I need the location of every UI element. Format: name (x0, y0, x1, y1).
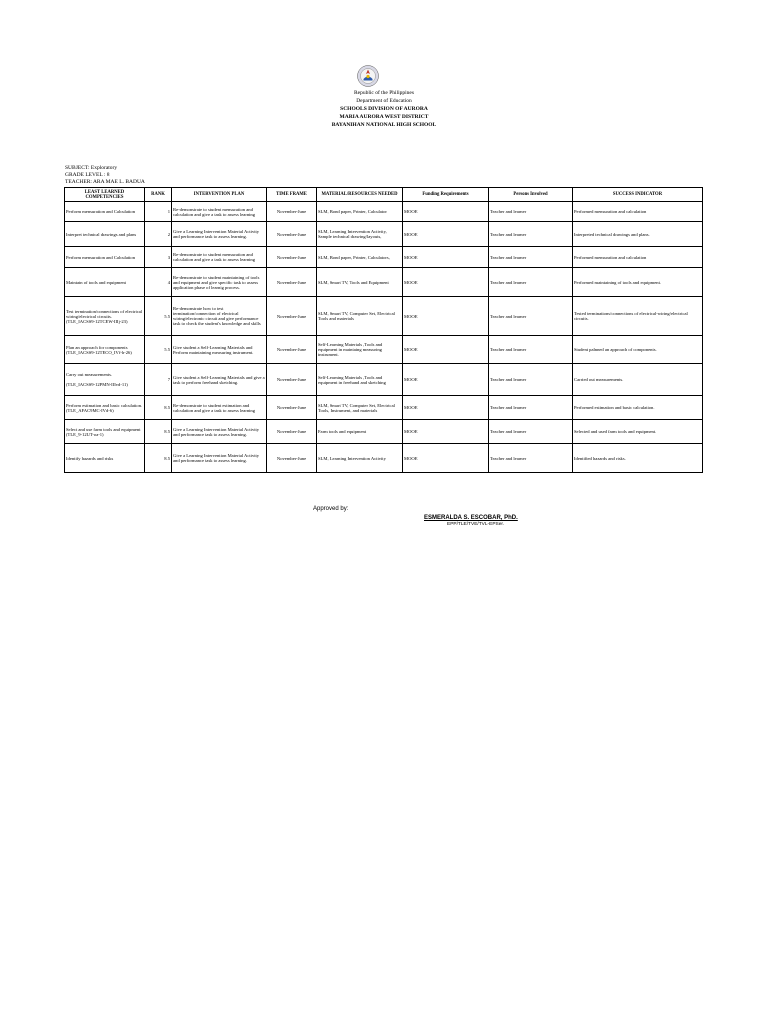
success-indicator-cell: Identified hazards and risks. (573, 444, 703, 473)
rank-cell: 5.5 (145, 297, 172, 336)
materials-cell: Self-Learning Materials ,Tools and equipment in maintaing measuring instrument. (317, 336, 403, 364)
header-district: MARIA AURORA WEST DISTRICT (339, 114, 429, 120)
document-meta (65, 165, 145, 186)
time-frame-cell: November-June (267, 202, 317, 222)
col-header-rank: RANK (145, 188, 172, 202)
funding-cell: MOOE (403, 202, 489, 222)
intervention-plan-cell: Give student a Self-Learning Materials and Perform maintaining measuring instrument. (172, 336, 267, 364)
table-row (65, 420, 703, 444)
rank-cell: 8.5 (145, 420, 172, 444)
success-indicator-cell: Performed maintaining of tools and equipment. (573, 268, 703, 297)
success-indicator-cell: Student palnned an approach of components. (573, 336, 703, 364)
col-header-intervention-plan: INTERVENTION PLAN (172, 188, 267, 202)
persons-involved-cell: Teacher and learner (489, 247, 573, 268)
funding-cell: MOOE (403, 247, 489, 268)
time-frame-cell: November-June (267, 444, 317, 473)
table-row (65, 247, 703, 268)
table-row (65, 444, 703, 473)
intervention-plan-cell: Re-demonstrate to student mensuration and calculation and give a task to assess learning (172, 202, 267, 222)
competency-cell: Identify hazards and risks (65, 444, 145, 473)
persons-involved-cell: Teacher and learner (489, 202, 573, 222)
table-row (65, 222, 703, 247)
table-row (65, 297, 703, 336)
approver-name: ESMERALDA S. ESCOBAR, PhD. (424, 515, 518, 521)
time-frame-cell: November-June (267, 396, 317, 420)
competency-cell: Maintain of tools and equipment (65, 268, 145, 297)
success-indicator-cell: Performed mensuration and calculation (573, 202, 703, 222)
materials-cell: SLM, Learning Intervention Activity, Sample technical drawing/layouts, (317, 222, 403, 247)
persons-involved-cell: Teacher and learner (489, 297, 573, 336)
table-row (65, 396, 703, 420)
header-division: SCHOOLS DIVISION OF AURORA (340, 106, 428, 112)
table-row (65, 364, 703, 396)
time-frame-cell: November-June (267, 268, 317, 297)
col-header-materials: MATERIAL/RESOURCES NEEDED (317, 188, 403, 202)
header-department: Department of Education (356, 98, 412, 104)
col-header-funding: Funding Requirements (403, 188, 489, 202)
col-header-competencies: LEAST LEARNED COMPETENCIES (65, 188, 145, 202)
time-frame-cell: November-June (267, 222, 317, 247)
teacher-line: TEACHER: ARA MAE L. BADUA (65, 179, 145, 185)
success-indicator-cell: Selected and used farm tools and equipment. (573, 420, 703, 444)
rank-cell: 1 (145, 202, 172, 222)
funding-cell: MOOE (403, 420, 489, 444)
persons-involved-cell: Teacher and learner (489, 364, 573, 396)
approver-title: EPP/TLE/TVE/TVL-EPSer. (447, 522, 505, 527)
table-row (65, 202, 703, 222)
intervention-plan-cell: Give a Learning Intervention Material Activity and performance task to assess learning. (172, 222, 267, 247)
intervention-plan-cell: Give student a Self-Learning Materials and give a task to perform freehand sketching. (172, 364, 267, 396)
funding-cell: MOOE (403, 268, 489, 297)
grade-level-line: GRADE LEVEL : 8 (65, 172, 110, 178)
competency-cell: Test termination/connections of electrical wiring/electrical circuits. (TLE_IACSS9-12TCEW-IIIj-23) (65, 297, 145, 336)
document-header (234, 89, 534, 129)
rank-cell: 5.5 (145, 336, 172, 364)
table-header-row (65, 188, 703, 202)
funding-cell: MOOE (403, 396, 489, 420)
col-header-time-frame: TIME FRAME (267, 188, 317, 202)
materials-cell: SLM, Bond paper, Printer, Calculator (317, 202, 403, 222)
col-header-success-indicator: SUCCESS INDICATOR (573, 188, 703, 202)
intervention-plan-table (64, 187, 703, 473)
rank-cell: 3 (145, 247, 172, 268)
persons-involved-cell: Teacher and learner (489, 396, 573, 420)
rank-cell: 8.5 (145, 396, 172, 420)
rank-cell: 7 (145, 364, 172, 396)
success-indicator-cell: Performed mensuration and calculation (573, 247, 703, 268)
competency-cell: Perform mensuration and Calculation (65, 247, 145, 268)
deped-seal-logo (357, 65, 379, 87)
materials-cell: SLM, Learning Intervention Activity (317, 444, 403, 473)
funding-cell: MOOE (403, 297, 489, 336)
materials-cell: Farm tools and equipment (317, 420, 403, 444)
intervention-plan-cell: Re-demonstrate to student maintaining of tools and equipment and give specific task to assess application phase of learnig process. (172, 268, 267, 297)
time-frame-cell: November-June (267, 420, 317, 444)
time-frame-cell: November-June (267, 364, 317, 396)
success-indicator-cell: Carried out measurements. (573, 364, 703, 396)
persons-involved-cell: Teacher and learner (489, 336, 573, 364)
rank-cell: 4 (145, 268, 172, 297)
intervention-plan-cell: Re-demonstrate to student mensuration and calculation and give a task to assess learning (172, 247, 267, 268)
success-indicator-cell: Interpreted technical drawings and plans. (573, 222, 703, 247)
persons-involved-cell: Teacher and learner (489, 444, 573, 473)
competency-cell: Carry out measurements. (TLE_IACSS9-12PMN-IIIvd-11) (65, 364, 145, 396)
materials-cell: SLM, Smart TV, Computer Set, Electrical Tools, Instrument, and materials (317, 396, 403, 420)
intervention-plan-cell: Re-demonstrate to student estimation and calculation and give a task to assess learning (172, 396, 267, 420)
time-frame-cell: November-June (267, 336, 317, 364)
approved-by-label: Approved by: (313, 506, 349, 512)
funding-cell: MOOE (403, 222, 489, 247)
materials-cell: SLM, Smart TV, Computer Set, Electrical Tools and materials (317, 297, 403, 336)
persons-involved-cell: Teacher and learner (489, 268, 573, 297)
rank-cell: 2 (145, 222, 172, 247)
funding-cell: MOOE (403, 444, 489, 473)
intervention-plan-cell: Give a Learning Intervention Material Activity and performance task to assess learning. (172, 420, 267, 444)
competency-cell: Perform estimation and basic calculation. (TLE_AFAC9MC-IVd-6) (65, 396, 145, 420)
materials-cell: SLM, Smart TV, Tools and Equipment (317, 268, 403, 297)
header-country: Republic of the Philippines (353, 90, 415, 96)
col-header-persons: Persons Involved (489, 188, 573, 202)
table-row (65, 268, 703, 297)
persons-involved-cell: Teacher and learner (489, 222, 573, 247)
funding-cell: MOOE (403, 364, 489, 396)
competency-cell: Interpret technical drawings and plans (65, 222, 145, 247)
time-frame-cell: November-June (267, 297, 317, 336)
materials-cell: Self-Learning Materials ,Tools and equipment in freehand and sketching (317, 364, 403, 396)
table-row (65, 336, 703, 364)
competency-cell: Select and use farm tools and equipment (TLE_9-12UT-oa-1) (65, 420, 145, 444)
competency-cell: Perform mensuration and Calculation (65, 202, 145, 222)
materials-cell: SLM, Bond paper, Printer, Calculators, (317, 247, 403, 268)
success-indicator-cell: Performed estimation and basic calculation. (573, 396, 703, 420)
funding-cell: MOOE (403, 336, 489, 364)
table-body (65, 202, 703, 473)
header-school: BAYANIHAN NATIONAL HIGH SCHOOL (331, 122, 437, 128)
intervention-plan-cell: Re-demonstrate how to test termination/connection of electrical wiring/electronic circuit and give performance task to check the student's knowledge and skills (172, 297, 267, 336)
rank-cell: 8.5 (145, 444, 172, 473)
success-indicator-cell: Tested terminations/connections of electrical-wiring/electrical circuits. (573, 297, 703, 336)
competency-cell: Plan an approach for components (TLE_IACSS9-12TECO_IVf-h-26) (65, 336, 145, 364)
time-frame-cell: November-June (267, 247, 317, 268)
persons-involved-cell: Teacher and learner (489, 420, 573, 444)
subject-line: SUBJECT: Exploratory (65, 165, 118, 171)
intervention-plan-cell: Give a Learning Intervention Material Activity and performance task to assess learning. (172, 444, 267, 473)
